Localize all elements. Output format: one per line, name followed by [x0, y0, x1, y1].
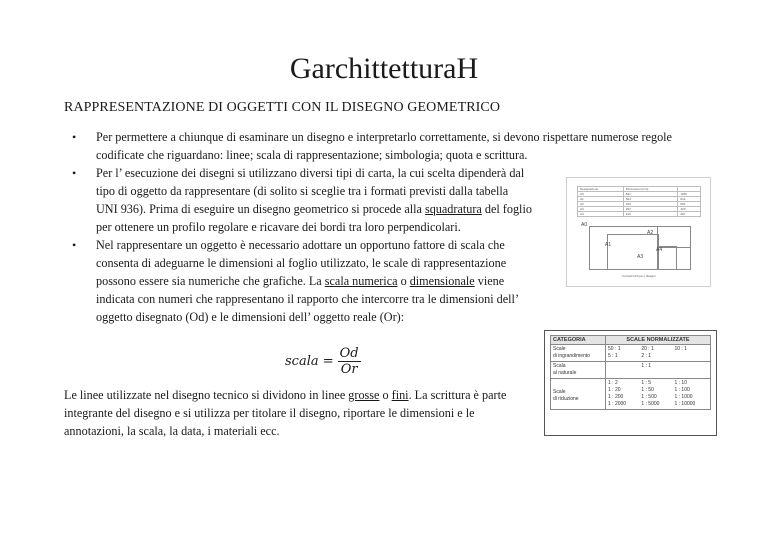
- scales-header-normalized: SCALE NORMALIZZATE: [606, 336, 711, 345]
- format-label-a3: A3: [637, 254, 644, 260]
- format-label-a2: A2: [647, 230, 654, 236]
- table-row: Scale di riduzione 1 : 2 1 : 20 1 : 200 1 : 2000 1 : 5 1 : 50 1 : 500 1 : 5000 1 : 10 1 : 100 1 : 1000 1 : 10000: [551, 379, 711, 410]
- section-heading: RAPPRESENTAZIONE DI OGGETTI CON IL DISEGNO GEOMETRICO: [64, 100, 501, 115]
- table-row: Scale di ingrandimento 50 : 1 5 : 1 20 : 1 2 : 1 10 : 1: [551, 345, 711, 362]
- bullet-symbol: •: [72, 130, 77, 144]
- format-a1-box: [607, 234, 659, 270]
- bullet-symbol: •: [72, 166, 77, 180]
- paper-formats-figure: [566, 177, 711, 287]
- formula-denominator: Or: [340, 362, 358, 377]
- scales-table: [550, 335, 711, 410]
- term-scala-numerica: scala numerica: [324, 274, 398, 288]
- paper-formats-table: Designazione Dimensioni (mm) A0 841 1189 A1 594 841 A2 420 594 A3 297 420 A4 210 297: [577, 186, 701, 217]
- bullet-2-line-2: tipo di oggetto da rappresentare (di solito si sceglie tra i formati previsti dalla tabella: [96, 184, 509, 198]
- table-row: Scala al naturale 1 : 1: [551, 362, 711, 379]
- formula-lhs: scala =: [285, 354, 334, 369]
- bullet-1-line-2: codificate che riguardano: linee; scala di rappresentazione; simbologia; quota e scrittura.: [96, 148, 528, 162]
- term-fini: fini: [391, 388, 409, 402]
- lines-writing-paragraph: Le linee utilizzate nel disegno tecnico si dividono in linee grosse o fini. La scrittura è parte integrante del disegno e si utilizza per titolare il disegno, riportare le dimensioni e le annotazioni, la scala, la data, i materiali ecc.: [64, 388, 507, 438]
- bullet-3-line-1: Nel rappresentare un oggetto è necessario adottare un opportuno fattore di scala che: [96, 238, 505, 252]
- format-label-a1: A1: [605, 242, 612, 248]
- term-grosse: grosse: [348, 388, 380, 402]
- bullet-3-line-4: indicata con numeri che rappresentano il rapporto che intercorre tra le dimensioni dell’: [96, 292, 520, 306]
- formula-numerator: Od: [339, 346, 359, 361]
- format-a2-box: [657, 226, 691, 248]
- bullet-2-line-1: Per l’ esecuzione dei disegni si utilizzano diversi tipi di carta, la cui scelta dipenderà dal: [96, 166, 525, 180]
- scales-header-category: CATEGORIA: [551, 336, 606, 345]
- bullet-2-line-4: per ottenere un profilo regolare e ricavare dei bordi tra loro perpendicolari.: [96, 220, 461, 234]
- formula-fraction: [338, 346, 361, 377]
- page-title: GarchittetturaH: [289, 52, 479, 85]
- bullet-3-line-5: oggetto disegnato (Od) e le dimensioni dell’ oggetto reale (Or):: [96, 310, 405, 324]
- format-label-a0: A0: [581, 222, 588, 228]
- bullet-3-line-3: possono essere sia numeriche che grafiche. La scala numerica o dimensionale viene: [96, 274, 505, 288]
- paper-formats-caption: I formati UNI per i disegni: [621, 274, 656, 278]
- term-dimensionale: dimensionale: [409, 274, 475, 288]
- bullet-symbol: •: [72, 238, 77, 252]
- bullet-1-line-1: Per permettere a chiunque di esaminare un disegno e interpretarlo correttamente, si devono rispettare numerose regole: [96, 130, 672, 144]
- format-label-a4: A4: [656, 247, 663, 253]
- term-squadratura: squadratura: [424, 202, 482, 216]
- scale-formula: [285, 346, 361, 377]
- bullet-3-line-2: consenta di adeguarne le dimensioni al foglio utilizzato, le scale di rappresentazione: [96, 256, 507, 270]
- scales-table-figure: [544, 330, 717, 436]
- bullet-2-line-3: UNI 936). Prima di eseguire un disegno geometrico si procede alla squadratura del foglio: [96, 202, 532, 216]
